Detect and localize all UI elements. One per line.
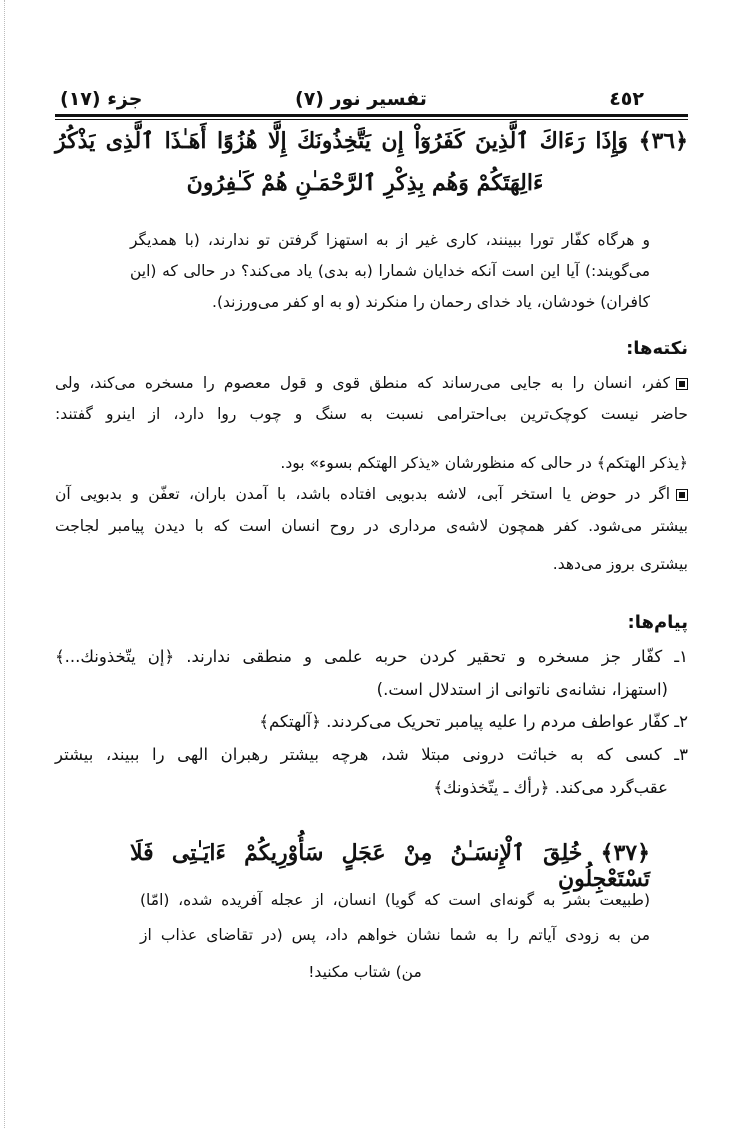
verse-36-translation: کافران) خودشان، یاد خدای رحمان را منکرند (و به او کفر می‌ورزند). [212,293,650,311]
note-line [55,482,688,506]
bullet-icon [676,489,688,501]
part-number: جزء (١٧) [60,88,143,110]
note-line: ﴿یذکر الهتکم﴾ در حالی که منظورشان «یذکر الهتکم بسوء» بود. [280,454,688,472]
verse-36-translation: و هرگاه کفّار تورا ببینند، کاری غیر از به استهزا گرفتن تو ندارند، (با همدیگر [130,231,650,249]
page-number: ٤٥٢ [609,88,644,110]
note-line: حاضر نیست کوچک‌ترین بی‌احترامی نسبت به سنگ و چوب روا دارد، از اینرو گفتند: [55,405,688,423]
message-line: ٢ـ کفّار عواطف مردم را علیه پیامبر تحریک می‌کردند. ﴿آلهتکم﴾ [259,712,688,731]
verse-37: ﴿٣٧﴾ خُلِقَ ٱلْإِنسَـٰنُ مِنْ عَجَلٍ سَأُوْرِيكُمْ ءَايَـٰتِى فَلَا تَسْتَعْجِلُونِ [130,840,650,892]
header-rule-thin [55,119,688,120]
verse-36-line-2: ءَالِهَتَكُمْ وَهُم بِذِكْرِ ٱلرَّحْمَـٰنِ هُمْ كَـٰفِرُونَ [186,170,544,196]
bullet-icon [676,378,688,390]
note-text: اگر در حوض یا استخر آبی، لاشه بدبویی افتاده باشد، با آمدن باران، تعفّن و بدبویی آن [55,485,670,503]
message-line: ٣ـ کسی که به خباثت درونی مبتلا شد، هرچه بیشتر رهبران الهی را ببیند، بیشتر [55,745,688,764]
header-rule [55,114,688,117]
notes-heading: نکته‌ها: [626,338,688,359]
message-line: (استهزا، نشانه‌ی ناتوانی از استدلال است.) [376,680,668,699]
message-line: ١ـ کفّار جز مسخره و تحقیر کردن حربه علمی و منطقی ندارند. ﴿إن یتّخذونك...﴾ [55,647,688,666]
verse-37-translation: من) شتاب مکنید! [308,963,422,981]
note-line: بیشتری بروز می‌دهد. [552,555,688,573]
verse-37-translation: من به زودی آیاتم را به شما نشان خواهم داد، پس (در تقاضای عذاب از [140,926,650,944]
note-line: بیشتر می‌شود. کفر همچون لاشه‌ی مرداری در روح انسان است که با دیدن پیامبر لجاجت [55,517,688,535]
book-title: تفسیر نور (٧) [295,88,427,110]
message-line: عقب‌گرد می‌کند. ﴿رأك ـ یتّخذونك﴾ [433,778,668,797]
verse-36-line-1: ﴿٣٦﴾ وَإِذَا رَءَاكَ ٱلَّذِينَ كَفَرُوٓاْ إِن يَتَّخِذُونَكَ إِلَّا هُزُوًا أَهَـٰذَا ٱلَّذِى يَذْكُرُ [55,128,688,154]
messages-heading: پیام‌ها: [627,612,688,633]
verse-37-translation: (طبیعت بشر به گونه‌ای است که گویا) انسان، از عجله آفریده شده، (امّا) [140,891,650,909]
verse-36-translation: می‌گویند:) آیا این است آنکه خدایان شمارا (به بدی) یاد می‌کند؟ در حالی که (این [130,262,650,280]
note-text: کفر، انسان را به جایی می‌رساند که منطق قوی و قول معصوم را مسخره می‌کند، ولی [55,374,670,392]
note-line [55,371,688,395]
